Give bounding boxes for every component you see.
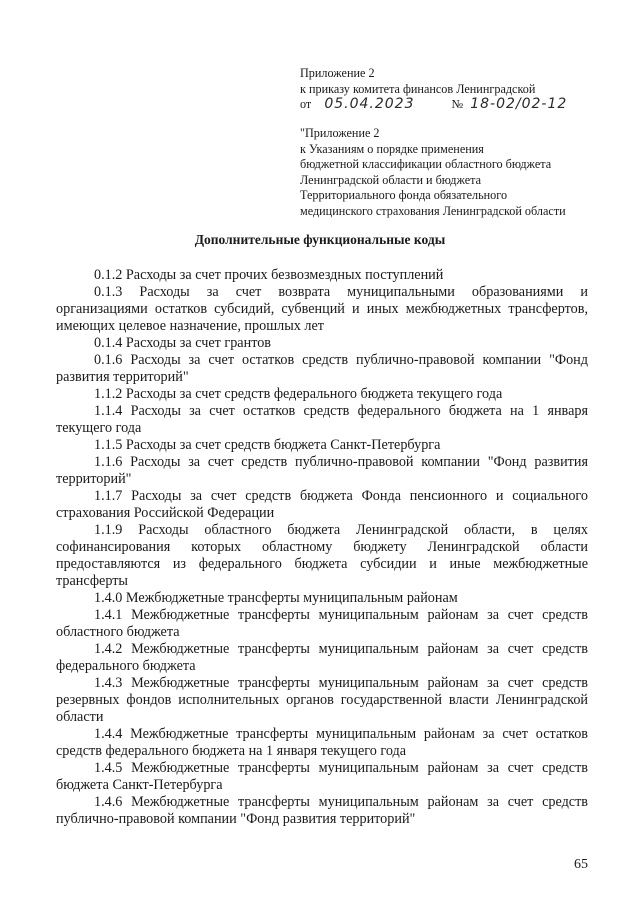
code-paragraph: 1.4.1 Межбюджетные трансферты муниципальным районам за счет средств областного бюджета xyxy=(56,607,588,640)
code-paragraph: 1.4.6 Межбюджетные трансферты муниципальным районам за счет средств публично-правовой компании "Фонд развития территорий" xyxy=(56,794,588,827)
code-paragraph: 0.1.4 Расходы за счет грантов xyxy=(94,335,272,351)
code-paragraph: 1.1.6 Расходы за счет средств публично-правовой компании "Фонд развития территорий" xyxy=(56,454,588,487)
code-paragraph: 1.4.5 Межбюджетные трансферты муниципальным районам за счет средств бюджета Санкт-Петербурга xyxy=(56,760,588,793)
header-line-1: Приложение 2 xyxy=(300,66,375,80)
annex-reference xyxy=(300,126,620,219)
annex-line: бюджетной классификации областного бюджета xyxy=(300,157,552,171)
codes-list xyxy=(56,267,588,828)
document-title: Дополнительные функциональные коды xyxy=(194,232,446,247)
annex-line: медицинского страхования Ленинградской области xyxy=(300,203,566,218)
page-number: 65 xyxy=(574,857,588,872)
code-paragraph: 0.1.2 Расходы за счет прочих безвозмездных поступлений xyxy=(94,267,444,283)
handwritten-number: 18-02/02-12 xyxy=(470,96,568,112)
order-header xyxy=(300,66,620,113)
code-paragraph: 1.1.4 Расходы за счет остатков средств федерального бюджета на 1 января текущего года xyxy=(56,403,588,436)
annex-line: к Указаниям о порядке применения xyxy=(300,141,484,156)
code-paragraph: 1.4.2 Межбюджетные трансферты муниципальным районам за счет средств федерального бюджета xyxy=(56,641,588,674)
handwritten-date: 05.04.2023 xyxy=(324,96,415,112)
code-paragraph: 1.1.2 Расходы за счет средств федерального бюджета текущего года xyxy=(94,386,503,402)
number-prefix: № xyxy=(451,97,464,111)
code-paragraph: 0.1.3 Расходы за счет возврата муниципальными образованиями и организациями остатков субсидий, субвенций и иных межбюджетных трансфертов, имеющих целевое назначение, прошлых лет xyxy=(56,284,588,334)
code-paragraph: 1.4.4 Межбюджетные трансферты муниципальным районам за счет остатков средств федерального бюджета на 1 января текущего года xyxy=(56,726,588,759)
code-paragraph: 0.1.6 Расходы за счет остатков средств публично-правовой компании "Фонд развития территорий" xyxy=(56,352,588,385)
from-prefix: от xyxy=(300,97,312,111)
code-paragraph: 1.1.9 Расходы областного бюджета Ленинградской области, в целях софинансирования которых областному бюджету Ленинградской области предоставляются из федерального бюджета субсидии и иные межбюджетные трансферты xyxy=(56,522,588,589)
annex-line: Территориального фонда обязательного xyxy=(300,188,508,202)
header-date-number-line xyxy=(300,97,620,113)
code-paragraph: 1.1.5 Расходы за счет средств бюджета Санкт-Петербурга xyxy=(94,437,441,453)
code-paragraph: 1.1.7 Расходы за счет средств бюджета Фонда пенсионного и социального страхования Российской Федерации xyxy=(56,488,588,521)
header-line-2: к приказу комитета финансов Ленинградской xyxy=(300,81,536,96)
code-paragraph: 1.4.3 Межбюджетные трансферты муниципальным районам за счет средств резервных фондов исполнительных органов государственной власти Ленинградской области xyxy=(56,675,588,725)
annex-line: "Приложение 2 xyxy=(300,126,380,140)
annex-line: Ленинградской области и бюджета xyxy=(300,172,482,187)
code-paragraph: 1.4.0 Межбюджетные трансферты муниципальным районам xyxy=(94,590,458,606)
